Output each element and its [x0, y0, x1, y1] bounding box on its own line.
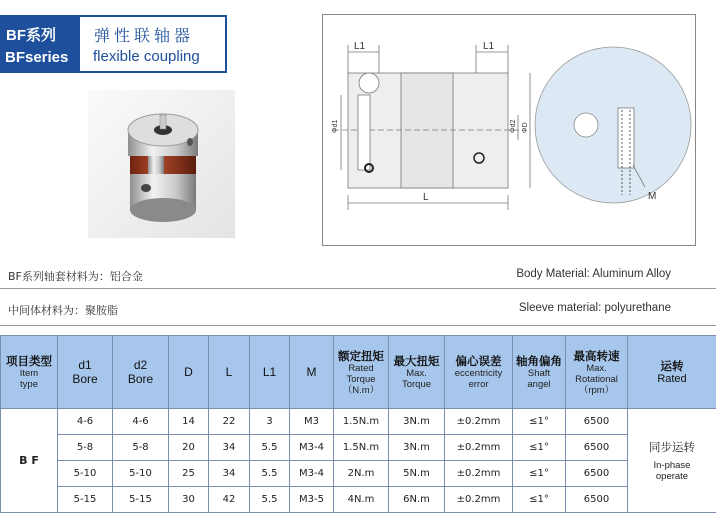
header-l1: L1: [250, 336, 290, 409]
label-d: ΦD: [522, 122, 529, 133]
cell-d2: 5-8: [113, 435, 169, 461]
technical-drawing: [322, 14, 696, 246]
cell-angle: ≤1°: [513, 487, 566, 513]
table-row: [1, 409, 716, 435]
cell-d1: 5-10: [58, 461, 113, 487]
header-l: L: [209, 336, 250, 409]
table-row: [1, 461, 716, 487]
label-l1-left: L1: [354, 41, 366, 52]
header-m: M: [290, 336, 334, 409]
divider-2: [0, 325, 716, 326]
cell-max-torque: 5N.m: [389, 461, 445, 487]
cell-eccentricity: ±0.2mm: [445, 435, 513, 461]
cell-angle: ≤1°: [513, 435, 566, 461]
sleeve-material-zh: 中间体材料为：聚胺脂: [8, 304, 118, 317]
cell-m: M3: [290, 409, 334, 435]
table-row: [1, 435, 716, 461]
spec-table: [0, 335, 716, 513]
series-badge-zh: BF系列: [6, 27, 56, 44]
cell-l1: 5.5: [250, 435, 290, 461]
label-l: L: [423, 192, 429, 203]
series-badge: [0, 15, 80, 73]
cell-m: M3-4: [290, 461, 334, 487]
product-title-zh: 弹性联轴器: [94, 26, 195, 45]
cell-d2: 5-15: [113, 487, 169, 513]
cell-d1: 5-15: [58, 487, 113, 513]
cell-m: M3-4: [290, 435, 334, 461]
cell-m: M3-5: [290, 487, 334, 513]
cell-eccentricity: ±0.2mm: [445, 461, 513, 487]
cell-speed: 6500: [566, 487, 628, 513]
cell-torque: 2N.m: [334, 461, 389, 487]
cell-l: 34: [209, 461, 250, 487]
header-d1: d1 Bore: [58, 336, 113, 409]
dimension-diagram: [323, 15, 697, 247]
cell-speed: 6500: [566, 461, 628, 487]
sleeve-material-en: Sleeve material: polyurethane: [518, 302, 671, 314]
header-shaft-angle: 轴角偏角 Shaft angel: [513, 336, 566, 409]
header-d2: d2 Bore: [113, 336, 169, 409]
table-header-row: [1, 336, 716, 409]
table-row: [1, 487, 716, 513]
cell-l: 22: [209, 409, 250, 435]
cell-max-torque: 3N.m: [389, 435, 445, 461]
cell-d: 25: [169, 461, 209, 487]
header-eccentricity: 偏心误差 eccentricity error: [445, 336, 513, 409]
type-cell: B F: [1, 409, 58, 513]
cell-d2: 4-6: [113, 409, 169, 435]
header-d: D: [169, 336, 209, 409]
cell-max-torque: 3N.m: [389, 409, 445, 435]
cell-l1: 5.5: [250, 487, 290, 513]
cell-angle: ≤1°: [513, 409, 566, 435]
cell-l: 42: [209, 487, 250, 513]
product-title: [80, 15, 227, 73]
header-max-torque: 最大扭矩 Max. Torque: [389, 336, 445, 409]
cell-d2: 5-10: [113, 461, 169, 487]
cell-max-torque: 6N.m: [389, 487, 445, 513]
cell-angle: ≤1°: [513, 461, 566, 487]
cell-torque: 1.5N.m: [334, 409, 389, 435]
cell-l1: 5.5: [250, 461, 290, 487]
body-material-zh: BF系列轴套材料为：铝合金: [8, 270, 143, 283]
cell-speed: 6500: [566, 435, 628, 461]
header-rated-torque: 额定扭矩 Rated Torque （N.m）: [334, 336, 389, 409]
cell-l: 34: [209, 435, 250, 461]
cell-d: 20: [169, 435, 209, 461]
cell-torque: 1.5N.m: [334, 435, 389, 461]
cell-eccentricity: ±0.2mm: [445, 409, 513, 435]
body-material-en: Body Material: Aluminum Alloy: [516, 268, 671, 280]
cell-d: 30: [169, 487, 209, 513]
rotation-cell: 同步运转 In-phase operate: [628, 409, 716, 513]
cell-d1: 4-6: [58, 409, 113, 435]
series-badge-en: BFseries: [5, 49, 69, 66]
header-item-type: 项目类型 Item type: [1, 336, 58, 409]
label-l1-right: L1: [483, 41, 495, 52]
product-photo: [88, 90, 235, 238]
header-rated: 运转 Rated: [628, 336, 716, 409]
divider-1: [0, 288, 716, 289]
coupling-photo-illustration: [88, 90, 235, 238]
cell-eccentricity: ±0.2mm: [445, 487, 513, 513]
header-max-speed: 最高转速 Max. Rotational （rpm）: [566, 336, 628, 409]
cell-d1: 5-8: [58, 435, 113, 461]
cell-d: 14: [169, 409, 209, 435]
label-d2: Φd2: [510, 119, 517, 133]
cell-speed: 6500: [566, 409, 628, 435]
label-m: M: [648, 191, 657, 202]
cell-l1: 3: [250, 409, 290, 435]
cell-torque: 4N.m: [334, 487, 389, 513]
product-title-en: flexible coupling: [93, 48, 200, 65]
label-d1: Φd1: [332, 119, 339, 133]
